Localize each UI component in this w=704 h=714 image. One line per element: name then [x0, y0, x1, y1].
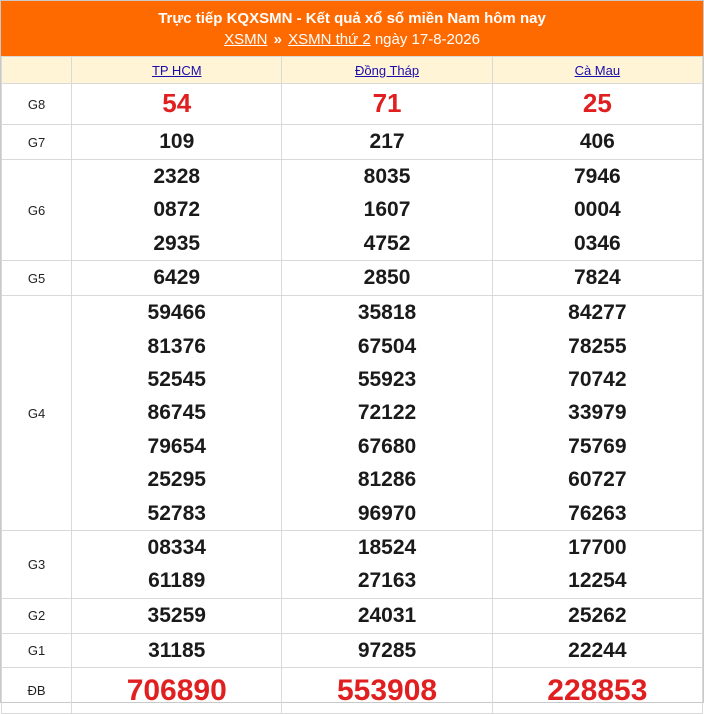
- prize-cell: [282, 633, 492, 667]
- prize-number: 4752: [363, 231, 411, 255]
- prize-cell: [492, 160, 702, 261]
- prize-row-g7: [2, 125, 703, 160]
- prize-cell: [282, 160, 492, 261]
- prize-row-g6: [2, 160, 703, 261]
- prize-number: 6429: [153, 266, 201, 290]
- prize-number: 2935: [153, 231, 201, 255]
- prize-cell: [282, 125, 492, 160]
- prize-cell: [492, 296, 702, 531]
- prize-cell: [282, 296, 492, 531]
- prize-cell: [492, 125, 702, 160]
- prize-cell: [492, 633, 702, 667]
- prize-cell: [282, 261, 492, 296]
- prize-number: 18524: [357, 535, 417, 559]
- prize-cell: [282, 530, 492, 598]
- province-link-dong-thap[interactable]: Đồng Tháp: [354, 62, 420, 78]
- prize-cell: [492, 598, 702, 633]
- prize-number: 70742: [568, 367, 627, 391]
- prize-table-body: [2, 84, 703, 714]
- prize-number: 27163: [357, 569, 417, 593]
- prize-number: 31185: [148, 638, 206, 662]
- prize-number: 78255: [568, 334, 627, 358]
- prize-label: G6: [2, 160, 72, 261]
- prize-cell: [282, 84, 492, 125]
- prize-row-db: [2, 668, 703, 714]
- prize-label: G3: [2, 530, 72, 598]
- prize-number: 08334: [147, 535, 206, 559]
- prize-cell: [282, 598, 492, 633]
- prize-number: 0004: [573, 198, 621, 222]
- prize-number: 228853: [547, 673, 648, 707]
- prize-number: 67680: [357, 434, 417, 458]
- prize-number: 2328: [153, 165, 201, 188]
- results-table: [1, 56, 703, 714]
- prize-number: 81286: [357, 468, 417, 492]
- prize-number: 59466: [147, 301, 206, 325]
- province-link-tp-hcm[interactable]: TP HCM: [151, 62, 202, 78]
- prize-number: 81376: [147, 334, 206, 358]
- prize-number: 8035: [363, 165, 411, 188]
- results-header: [1, 1, 703, 56]
- prize-number: 71: [372, 88, 402, 119]
- prize-label: G2: [2, 598, 72, 633]
- prize-row-g5: [2, 261, 703, 296]
- prize-number: 706890: [126, 673, 227, 707]
- prize-number: 7824: [573, 266, 621, 290]
- prize-cell: [282, 668, 492, 714]
- prize-cell: [492, 530, 702, 598]
- prize-number: 75769: [568, 434, 627, 458]
- prize-label: G5: [2, 261, 72, 296]
- prize-row-g3: [2, 530, 703, 598]
- province-header-row: [2, 57, 703, 84]
- prize-number: 0872: [153, 198, 201, 222]
- prize-cell: [72, 84, 282, 125]
- prize-cell: [72, 160, 282, 261]
- prize-number: 97285: [357, 638, 417, 662]
- prize-number: 55923: [357, 367, 417, 391]
- prize-number: 25262: [568, 603, 627, 627]
- prize-number: 35259: [147, 603, 206, 627]
- prize-number: 76263: [568, 501, 627, 525]
- breadcrumb-link-xsmn-thu-2[interactable]: XSMN thứ 2: [288, 31, 371, 48]
- prize-cell: [72, 598, 282, 633]
- prize-number: 96970: [357, 501, 417, 525]
- prize-cell: [72, 530, 282, 598]
- prize-label: G7: [2, 125, 72, 160]
- breadcrumb-link-xsmn[interactable]: XSMN: [224, 31, 268, 48]
- province-link-ca-mau[interactable]: Cà Mau: [574, 62, 621, 78]
- prize-number: 84277: [568, 301, 627, 325]
- prize-label: G8: [2, 84, 72, 125]
- prize-number: 12254: [568, 569, 627, 593]
- breadcrumb: [1, 30, 703, 50]
- prize-number: 553908: [336, 673, 438, 707]
- prize-number: 25295: [147, 468, 206, 492]
- prize-number: 67504: [357, 334, 417, 358]
- draw-date: ngày 17-8-2026: [374, 31, 480, 48]
- prize-number: 0346: [573, 231, 621, 255]
- prize-cell: [72, 668, 282, 714]
- prize-number: 33979: [568, 401, 627, 425]
- prize-row-g4: [2, 296, 703, 531]
- prize-number: 406: [579, 130, 615, 154]
- prize-number: 217: [369, 130, 405, 154]
- prize-label: G1: [2, 633, 72, 667]
- prize-number: 86745: [147, 401, 206, 425]
- prize-label: ĐB: [2, 668, 72, 714]
- prize-cell: [492, 84, 702, 125]
- breadcrumb-separator: »: [273, 31, 282, 48]
- prize-number: 61189: [148, 569, 206, 593]
- prize-number: 79654: [147, 434, 206, 458]
- prize-cell: [72, 633, 282, 667]
- prize-number: 22244: [568, 638, 627, 662]
- prize-number: 54: [162, 88, 192, 119]
- header-empty-cell: [2, 57, 72, 84]
- prize-cell: [72, 261, 282, 296]
- page-title: Trực tiếp KQXSMN - Kết quả xổ số miền Nam hôm nay: [158, 10, 546, 27]
- prize-number: 60727: [568, 468, 627, 492]
- prize-number: 52783: [147, 501, 206, 525]
- prize-number: 72122: [357, 401, 417, 425]
- prize-number: 7946: [573, 165, 621, 188]
- prize-row-g2: [2, 598, 703, 633]
- prize-cell: [72, 125, 282, 160]
- prize-number: 25: [582, 88, 612, 119]
- prize-cell: [72, 296, 282, 531]
- prize-number: 24031: [357, 603, 417, 627]
- prize-number: 1607: [363, 198, 411, 222]
- prize-number: 2850: [363, 266, 411, 290]
- prize-number: 17700: [568, 535, 627, 559]
- prize-row-g1: [2, 633, 703, 667]
- prize-cell: [492, 261, 702, 296]
- prize-row-g8: [2, 84, 703, 125]
- prize-number: 109: [159, 130, 195, 154]
- prize-number: 35818: [357, 301, 417, 325]
- prize-number: 52545: [147, 367, 206, 391]
- prize-cell: [492, 668, 702, 714]
- prize-label: G4: [2, 296, 72, 531]
